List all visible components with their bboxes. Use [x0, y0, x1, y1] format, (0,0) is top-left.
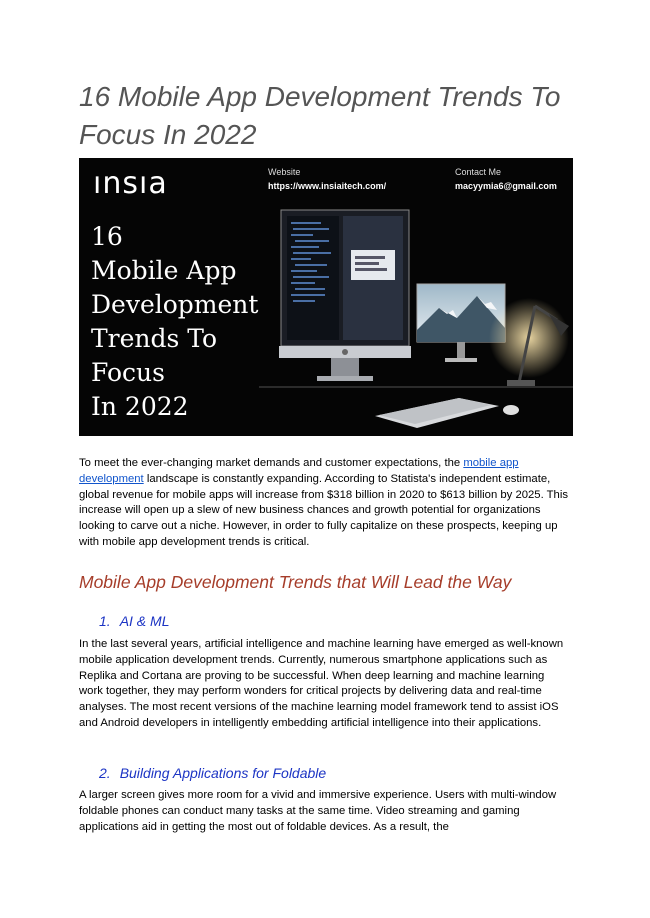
- intro-paragraph: [79, 456, 571, 551]
- intro-text-start: To meet the ever-changing market demands and customer expectations, the: [79, 457, 464, 469]
- list-number: 1.: [99, 613, 111, 629]
- imac-monitor: [279, 210, 411, 381]
- intro-text-end: landscape is constantly expanding. According to Statista's independent estimate, global revenue for mobile apps will increase from $318 billion in 2020 to $613 billion by 2025. This increase will open up a slew of new business chances and growth potential for organizations looking to carve out a niche. However, in order to fully capitalize on these prospects, keeping up with mobile app development trends is critical.: [79, 472, 568, 548]
- section-heading: Mobile App Development Trends that Will Lead the Way: [79, 572, 512, 592]
- subheading-text: Building Applications for Foldable: [119, 765, 327, 781]
- page-title: [79, 78, 579, 154]
- website-url: https://www.insiaitech.com/: [268, 181, 387, 191]
- banner-heading-line: Trends To: [91, 324, 218, 353]
- banner-heading-line: Development: [91, 290, 259, 319]
- mouse: [503, 405, 519, 415]
- banner-heading: [91, 220, 258, 424]
- website-label: Website: [268, 167, 301, 177]
- title-line-2: Focus In 2022: [79, 119, 257, 150]
- banner-heading-line: 16: [91, 222, 123, 251]
- banner-heading-line: Mobile App: [91, 256, 237, 285]
- contact-email: macyymia6@gmail.com: [455, 181, 557, 191]
- desk-surface: [259, 386, 573, 388]
- banner-image: [79, 158, 573, 436]
- subheading-text: AI & ML: [119, 613, 170, 629]
- list-number: 2.: [99, 765, 111, 781]
- keyboard: [375, 398, 499, 428]
- mobile-app-development-link[interactable]: mobile app development: [79, 457, 519, 485]
- banner-heading-line: Focus: [91, 358, 165, 387]
- foldable-paragraph: A larger screen gives more room for a vivid and immersive experience. Users with multi-window foldable phones can conduct many tasks at the same time. Video streaming and gaming applications aid in getting the most out of foldable devices. As a result, the: [79, 789, 557, 833]
- desk-lamp: [489, 298, 569, 386]
- subheading-ai-ml: [99, 613, 169, 629]
- insia-logo: [93, 166, 168, 201]
- subheading-foldable: [99, 765, 326, 781]
- contact-label: Contact Me: [455, 167, 502, 177]
- ai-ml-paragraph: In the last several years, artificial intelligence and machine learning have emerged as well-known mobile application development trends. Currently, numerous smartphone applications such as Replika and Cortana are proving to be successful. When deep learning and machine learning work together, they may perform wonders for critical projects by delivering data and real-time analyses. The most recent versions of the machine learning model framework tend to assist iOS and Android developers in intelligently embedding artificial intelligence into their applications.: [79, 638, 564, 729]
- banner-heading-line: In 2022: [91, 392, 189, 421]
- title-line-1: 16 Mobile App Development Trends To: [79, 81, 561, 112]
- logo-text: ınsıa: [93, 166, 168, 201]
